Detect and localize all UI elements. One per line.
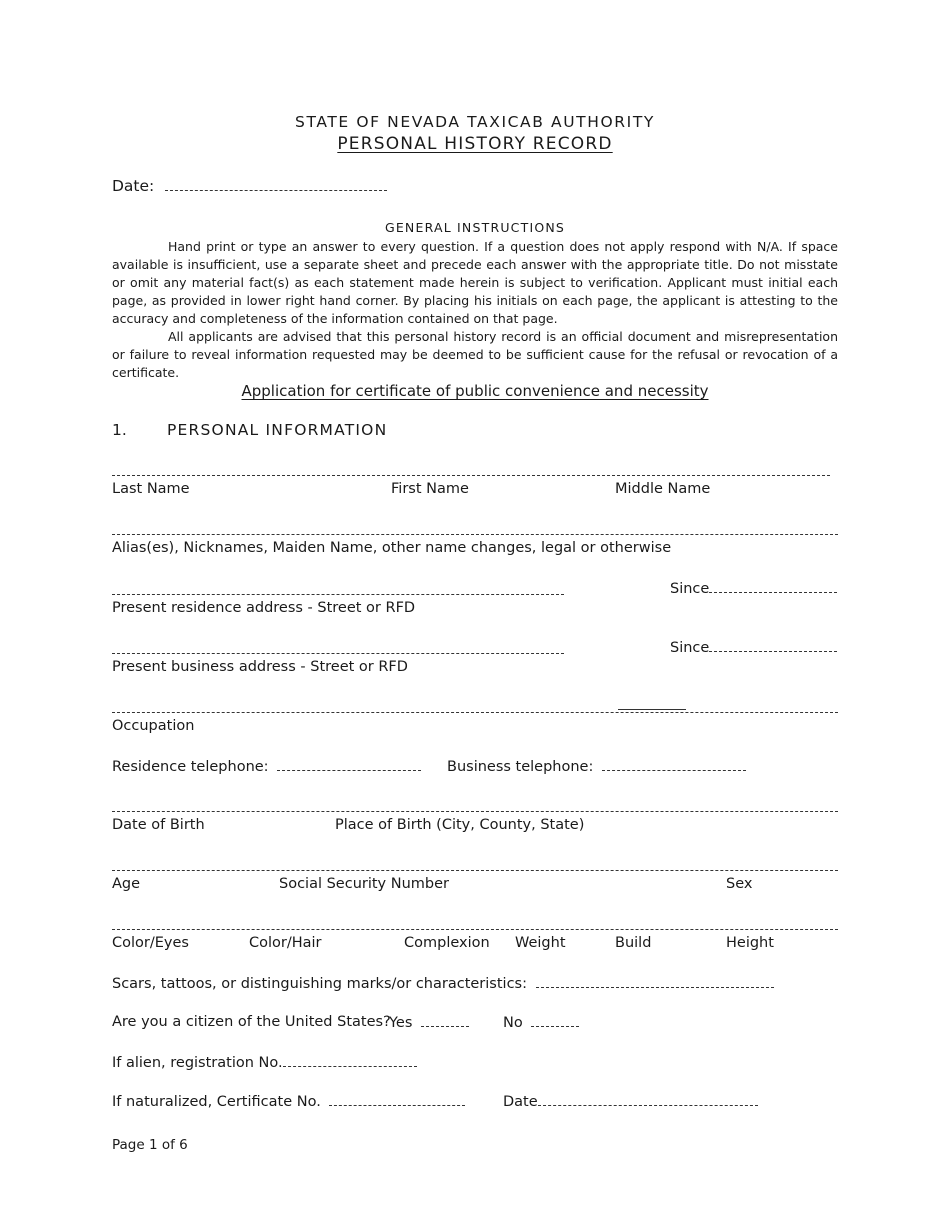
instructions-paragraph-1: Hand print or type an answer to every question. If a question does not apply respond with N/A. If space available is insufficient, use a separate sheet and precede each answer with the appropriate title. Do not misstate or omit any material fact(s) as each statement made herein is subject to verification. Applicant must initial each page, as provided in lower right hand corner. By placing his initials on each page, the applicant is attesting to the accuracy and completeness of the information contained on that page. — [112, 239, 838, 326]
weight-label: Weight — [515, 935, 566, 951]
residence-since — [670, 580, 837, 597]
residence-since-label: Since — [670, 581, 710, 597]
form-title: PERSONAL HISTORY RECORD — [337, 134, 613, 154]
citizen-yes-field[interactable] — [421, 1014, 469, 1027]
instructions-paragraph-2: All applicants are advised that this personal history record is an official document and misrepresentation or failure to reveal information requested may be deemed to be sufficient cause for the refusal or revocation of a certificate. — [112, 329, 838, 380]
business-since-field[interactable] — [709, 639, 837, 652]
instructions-heading: GENERAL INSTRUCTIONS — [384, 220, 566, 235]
citizen-no-field[interactable] — [531, 1014, 579, 1027]
occupation-field[interactable] — [112, 712, 838, 713]
business-telephone — [447, 758, 746, 775]
age-label: Age — [112, 876, 141, 892]
business-since-label: Since — [670, 640, 710, 656]
residence-address-label: Present residence address - Street or RFD — [112, 600, 416, 616]
citizen-yes — [389, 1014, 469, 1031]
date-field[interactable] — [165, 178, 387, 191]
residence-telephone-label: Residence telephone: — [112, 759, 269, 775]
aliases-label: Alias(es), Nicknames, Maiden Name, other name changes, legal or otherwise — [112, 540, 672, 556]
residence-address-field[interactable] — [112, 594, 564, 595]
scars-field[interactable] — [536, 975, 774, 988]
residence-telephone — [112, 758, 421, 775]
section-number: 1. — [112, 421, 127, 439]
color-hair-label: Color/Hair — [249, 935, 322, 951]
agency-name: STATE OF NEVADA TAXICAB AUTHORITY — [295, 113, 655, 131]
citizen-yes-label: Yes — [389, 1015, 413, 1031]
place-of-birth-label: Place of Birth (City, County, State) — [335, 817, 585, 833]
date-of-birth-label: Date of Birth — [112, 817, 205, 833]
application-title: Application for certificate of public convenience and necessity — [241, 382, 709, 400]
last-name-label: Last Name — [112, 481, 190, 497]
age-ssn-sex-field[interactable] — [112, 870, 838, 871]
naturalized-certificate-label: If naturalized, Certificate No. — [112, 1094, 321, 1110]
citizen-no — [503, 1014, 579, 1031]
naturalized-certificate-row — [112, 1093, 465, 1110]
business-telephone-label: Business telephone: — [447, 759, 594, 775]
build-label: Build — [615, 935, 652, 951]
citizen-question-label: Are you a citizen of the United States? — [112, 1014, 391, 1030]
residence-telephone-field[interactable] — [277, 758, 421, 771]
birth-field[interactable] — [112, 811, 838, 812]
color-eyes-label: Color/Eyes — [112, 935, 189, 951]
alien-registration-label: If alien, registration No. — [112, 1055, 283, 1071]
sex-label: Sex — [726, 876, 753, 892]
citizen-no-label: No — [503, 1015, 523, 1031]
naturalized-date-label: Date — [503, 1094, 538, 1110]
aliases-field[interactable] — [112, 534, 838, 535]
complexion-label: Complexion — [404, 935, 490, 951]
occupation-underline-mark — [618, 709, 686, 710]
naturalized-date-field[interactable] — [538, 1093, 758, 1106]
occupation-label: Occupation — [112, 718, 195, 734]
residence-since-field[interactable] — [709, 580, 837, 593]
business-telephone-field[interactable] — [602, 758, 746, 771]
height-label: Height — [726, 935, 774, 951]
naturalized-date-row — [503, 1093, 758, 1110]
first-name-label: First Name — [391, 481, 469, 497]
date-label: Date: — [112, 177, 155, 195]
physical-description-field[interactable] — [112, 929, 838, 930]
business-address-field[interactable] — [112, 653, 564, 654]
business-address-label: Present business address - Street or RFD — [112, 659, 408, 675]
business-since — [670, 639, 837, 656]
date-row — [112, 177, 387, 195]
naturalized-certificate-field[interactable] — [329, 1093, 465, 1106]
page-indicator: Page 1 of 6 — [112, 1137, 188, 1153]
scars-label: Scars, tattoos, or distinguishing marks/or characteristics: — [112, 976, 527, 992]
middle-name-label: Middle Name — [615, 481, 711, 497]
alien-registration-field[interactable] — [283, 1054, 417, 1067]
alien-registration-row — [112, 1054, 417, 1071]
name-field[interactable] — [112, 475, 830, 476]
section-title: PERSONAL INFORMATION — [167, 421, 388, 439]
scars-row — [112, 975, 774, 992]
ssn-label: Social Security Number — [279, 876, 449, 892]
